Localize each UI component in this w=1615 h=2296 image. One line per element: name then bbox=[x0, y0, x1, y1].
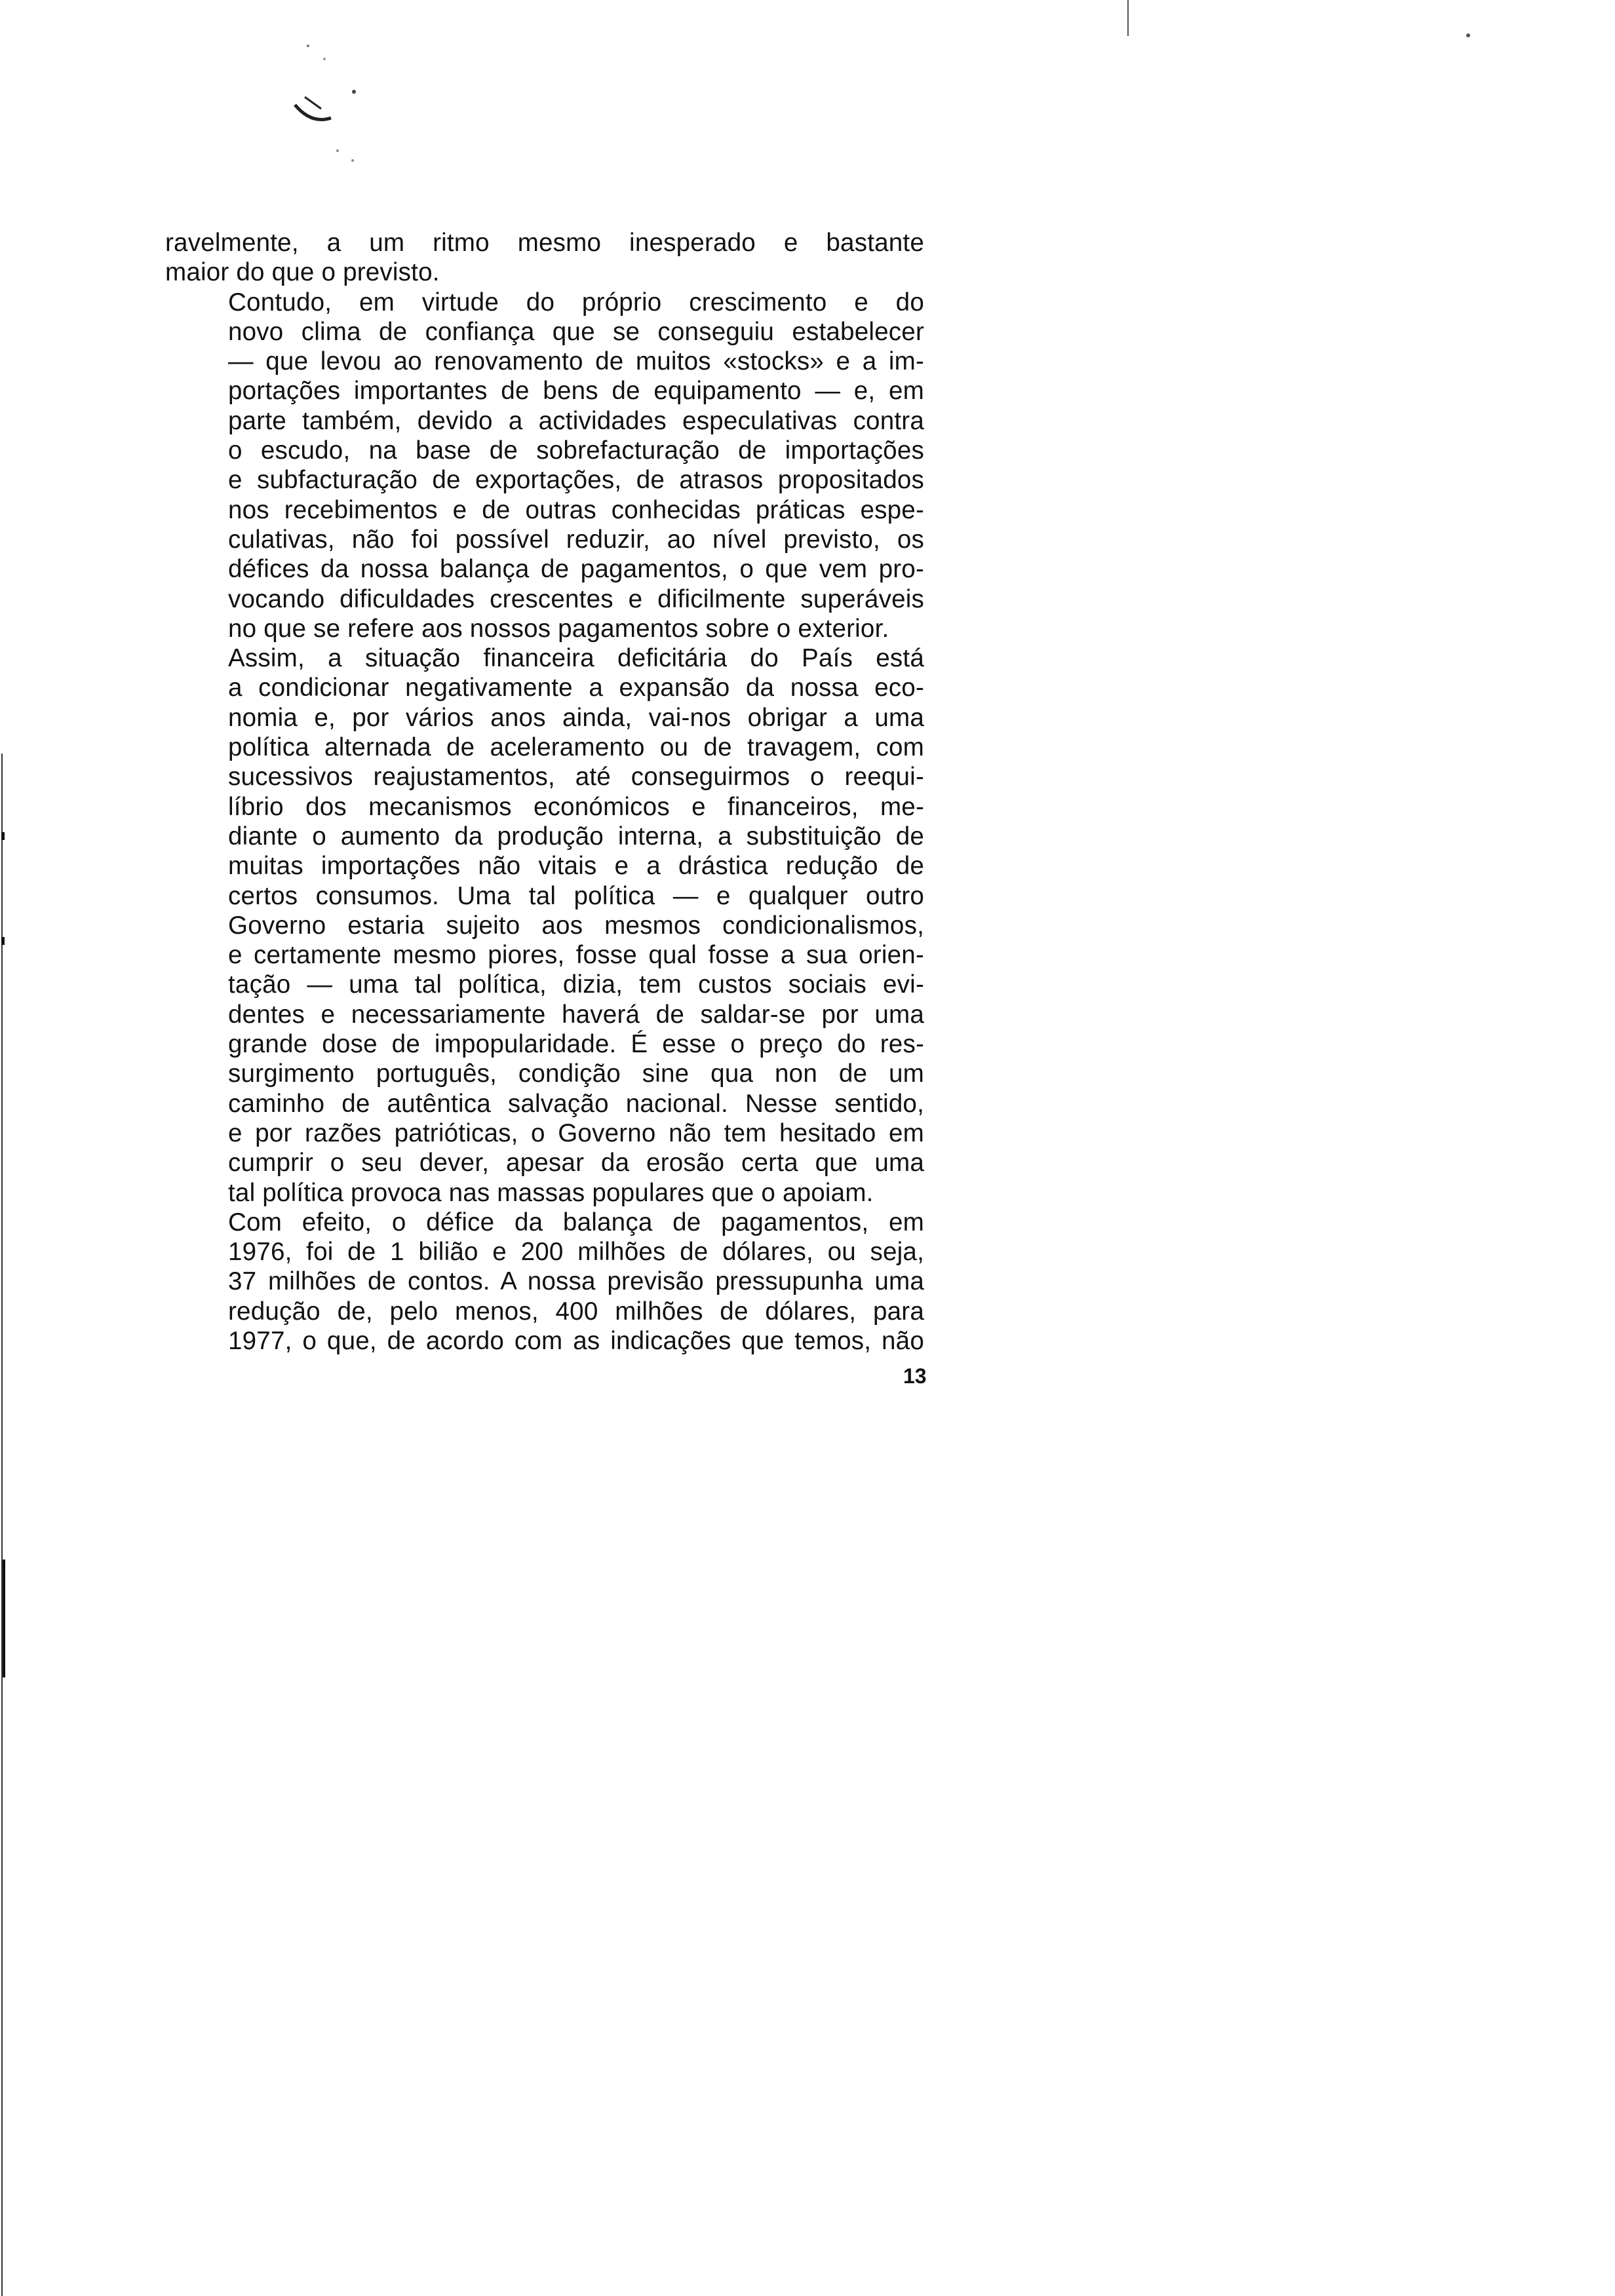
text-line: 1976, foi de 1 bilião e 200 milhões de dólares, ou seja, bbox=[228, 1238, 924, 1267]
text-line: e certamente mesmo piores, fosse qual fosse a sua orien- bbox=[228, 941, 924, 970]
text-line: nomia e, por vários anos ainda, vai-nos obrigar a uma bbox=[228, 703, 924, 732]
text-line: 37 milhões de contos. A nossa previsão pressupunha uma bbox=[228, 1267, 924, 1296]
text-line: portações importantes de bens de equipamento — e, em bbox=[228, 377, 924, 406]
text-line: e por razões patrióticas, o Governo não tem hesitado em bbox=[228, 1119, 924, 1147]
text-line: e subfacturação de exportações, de atrasos propositados bbox=[228, 466, 924, 495]
text-line: Com efeito, o défice da balança de pagamentos, em bbox=[228, 1208, 924, 1236]
text-line: muitas importações não vitais e a drástica redução de bbox=[228, 852, 924, 881]
text-line: cumprir o seu dever, apesar da erosão certa que uma bbox=[228, 1149, 924, 1177]
text-line: líbrio dos mecanismos económicos e financeiros, me- bbox=[228, 792, 924, 821]
page-body bbox=[165, 228, 924, 1356]
scan-smudge-mark bbox=[275, 26, 393, 177]
text-line: — que levou ao renovamento de muitos «stocks» e a im- bbox=[228, 347, 924, 376]
paragraph-1 bbox=[165, 228, 924, 288]
text-line: Governo estaria sujeito aos mesmos condicionalismos, bbox=[228, 911, 924, 940]
text-line: tação — uma tal política, dizia, tem custos sociais evi- bbox=[228, 970, 924, 999]
text-line: surgimento português, condição sine qua non de um bbox=[228, 1060, 924, 1088]
text-line: vocando dificuldades crescentes e dificilmente superáveis bbox=[228, 584, 924, 613]
text-line: tal política provoca nas massas populares que o apoiam. bbox=[228, 1178, 874, 1207]
text-line: défices da nossa balança de pagamentos, o que vem pro- bbox=[228, 555, 924, 584]
text-line: no que se refere aos nossos pagamentos sobre o exterior. bbox=[228, 614, 889, 643]
text-line: sucessivos reajustamentos, até conseguirmos o reequi- bbox=[228, 763, 924, 792]
text-line: grande dose de impopularidade. É esse o preço do res- bbox=[228, 1030, 924, 1059]
text-line: 1977, o que, de acordo com as indicações que temos, não bbox=[228, 1326, 924, 1355]
text-line: redução de, pelo menos, 400 milhões de dólares, para bbox=[228, 1297, 924, 1326]
text-line: novo clima de confiança que se conseguiu estabelecer bbox=[228, 317, 924, 346]
text-line: Contudo, em virtude do próprio crescimento e do bbox=[228, 288, 924, 316]
text-line: culativas, não foi possível reduzir, ao nível previsto, os bbox=[228, 525, 924, 554]
scan-dot bbox=[1466, 33, 1471, 38]
paragraph-2 bbox=[165, 288, 924, 644]
text-line: dentes e necessariamente haverá de saldar-se por uma bbox=[228, 1000, 924, 1029]
paragraph-4 bbox=[165, 1208, 924, 1356]
text-line: a condicionar negativamente a expansão da nossa eco- bbox=[228, 674, 924, 702]
text-line: ravelmente, a um ritmo mesmo inesperado e bastante bbox=[165, 229, 924, 257]
paragraph-3 bbox=[165, 643, 924, 1208]
text-line: o escudo, na base de sobrefacturação de importações bbox=[228, 436, 924, 465]
scan-left-edge bbox=[0, 0, 9, 2296]
text-line: nos recebimentos e de outras conhecidas práticas espe- bbox=[228, 495, 924, 524]
text-line: Assim, a situação financeira deficitária do País está bbox=[228, 644, 924, 673]
text-line: caminho de autêntica salvação nacional. Nesse sentido, bbox=[228, 1089, 924, 1118]
page-number: 13 bbox=[903, 1364, 927, 1388]
scan-vertical-mark bbox=[1126, 0, 1130, 39]
text-line: certos consumos. Uma tal política — e qualquer outro bbox=[228, 881, 924, 910]
text-line: diante o aumento da produção interna, a substituição de bbox=[228, 822, 924, 851]
text-line: parte também, devido a actividades especulativas contra bbox=[228, 406, 924, 435]
text-line: política alternada de aceleramento ou de travagem, com bbox=[228, 733, 924, 762]
text-line: maior do que o previsto. bbox=[165, 258, 440, 287]
